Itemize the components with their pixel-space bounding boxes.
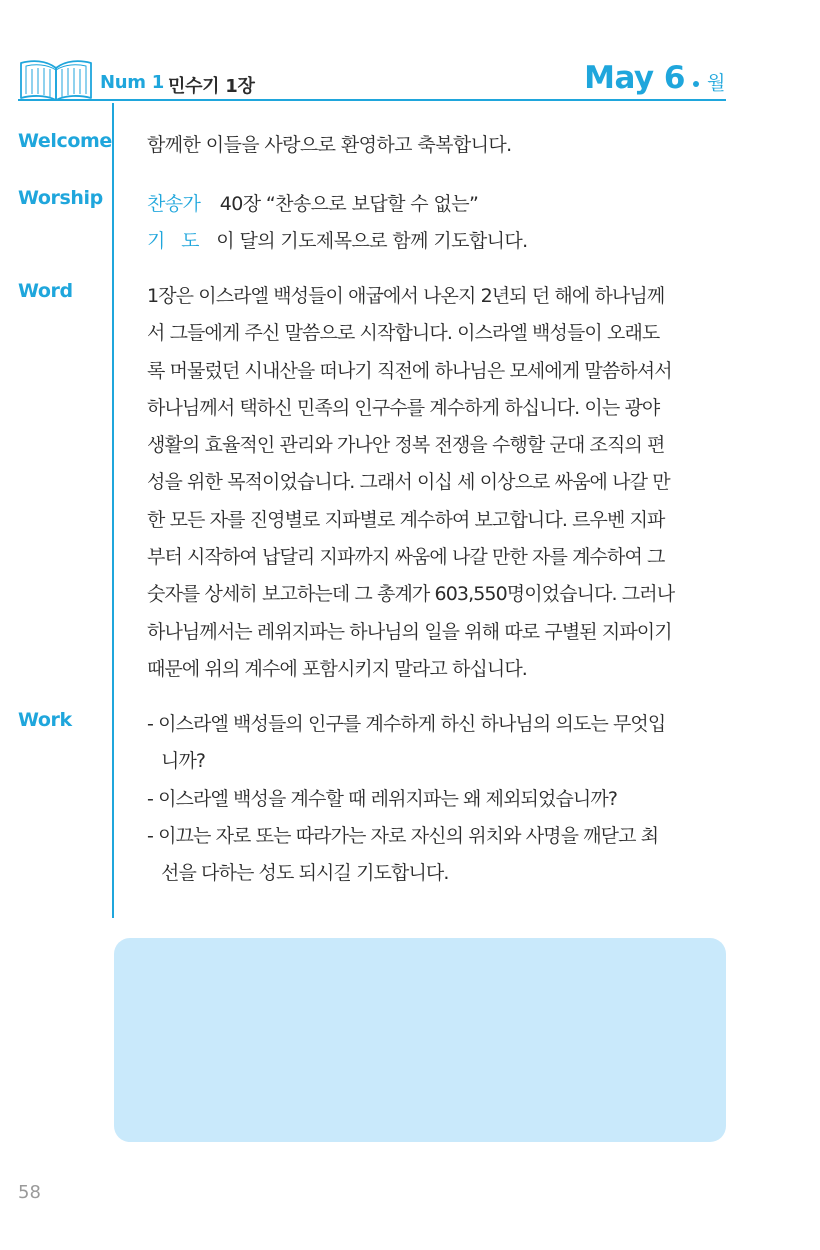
word-line: 록 머물렀던 시내산을 떠나기 직전에 하나님은 모세에게 말씀하셔서 <box>147 359 672 382</box>
note-box <box>114 938 726 1142</box>
work-list <box>147 706 732 892</box>
work-item: - 이스라엘 백성을 계수할 때 레위지파는 왜 제외되었습니까? <box>147 787 618 810</box>
word-line: 성을 위한 목적이었습니다. 그래서 이십 세 이상으로 싸움에 나갈 만 <box>147 471 670 494</box>
word-line: 때문에 위의 계수에 포함시키지 말라고 하십니다. <box>147 657 527 680</box>
word-line: 1장은 이스라엘 백성들이 애굽에서 나온지 2년되 던 해에 하나님께 <box>147 285 665 307</box>
word-line: 하나님께서 택하신 민족의 인구수를 계수하게 하십니다. 이는 광야 <box>147 396 660 419</box>
word-line: 서 그들에게 주신 말씀으로 시작합니다. 이스라엘 백성들이 오래도 <box>147 322 660 345</box>
date-label: May 6 <box>584 60 685 96</box>
word-line: 생활의 효율적인 관리와 가나안 정복 전쟁을 수행할 군대 조직의 편 <box>147 434 665 457</box>
word-body <box>147 278 729 688</box>
word-line: 부터 시작하여 납달리 지파까지 싸움에 나갈 만한 자를 계수하여 그 <box>147 546 665 569</box>
prayer-label: 기 도 <box>147 230 199 252</box>
chapter-title: 민수기 1장 <box>168 76 255 97</box>
prayer-line <box>147 226 528 253</box>
work-item-continuation: 니까? <box>161 750 206 773</box>
header-divider <box>18 99 726 101</box>
prayer-text: 이 달의 기도제목으로 함께 기도합니다. <box>216 230 528 252</box>
hymn-label: 찬송가 <box>147 193 201 215</box>
word-line: 한 모든 자를 진영별로 지파별로 계수하여 보고합니다. 르우벤 지파 <box>147 508 665 531</box>
weekday-label: 월 <box>707 72 726 94</box>
word-line: 숫자를 상세히 보고하는데 그 총계가 603,550명이었습니다. 그러나 <box>147 583 675 606</box>
chapter-number: Num 1 <box>100 72 164 93</box>
hymn-text: 40장 “찬송으로 보답할 수 없는” <box>219 193 479 215</box>
word-label: Word <box>18 280 73 302</box>
welcome-text: 함께한 이들을 사랑으로 환영하고 축복합니다. <box>147 134 512 156</box>
page-number: 58 <box>18 1182 41 1203</box>
work-item: - 이스라엘 백성들의 인구를 계수하게 하신 하나님의 의도는 무엇입 <box>147 713 666 735</box>
open-book-icon <box>18 56 94 100</box>
work-item: - 이끄는 자로 또는 따라가는 자로 자신의 위치와 사명을 깨닫고 최 <box>147 824 659 847</box>
hymn-line <box>147 189 478 216</box>
date-separator-dot <box>693 81 699 87</box>
word-line: 하나님께서는 레위지파는 하나님의 일을 위해 따로 구별된 지파이기 <box>147 620 672 643</box>
section-divider-line <box>112 103 114 918</box>
work-item-continuation: 선을 다하는 성도 되시길 기도합니다. <box>161 862 449 885</box>
work-label: Work <box>18 709 72 731</box>
welcome-label: Welcome <box>18 130 112 152</box>
worship-label: Worship <box>18 187 103 209</box>
